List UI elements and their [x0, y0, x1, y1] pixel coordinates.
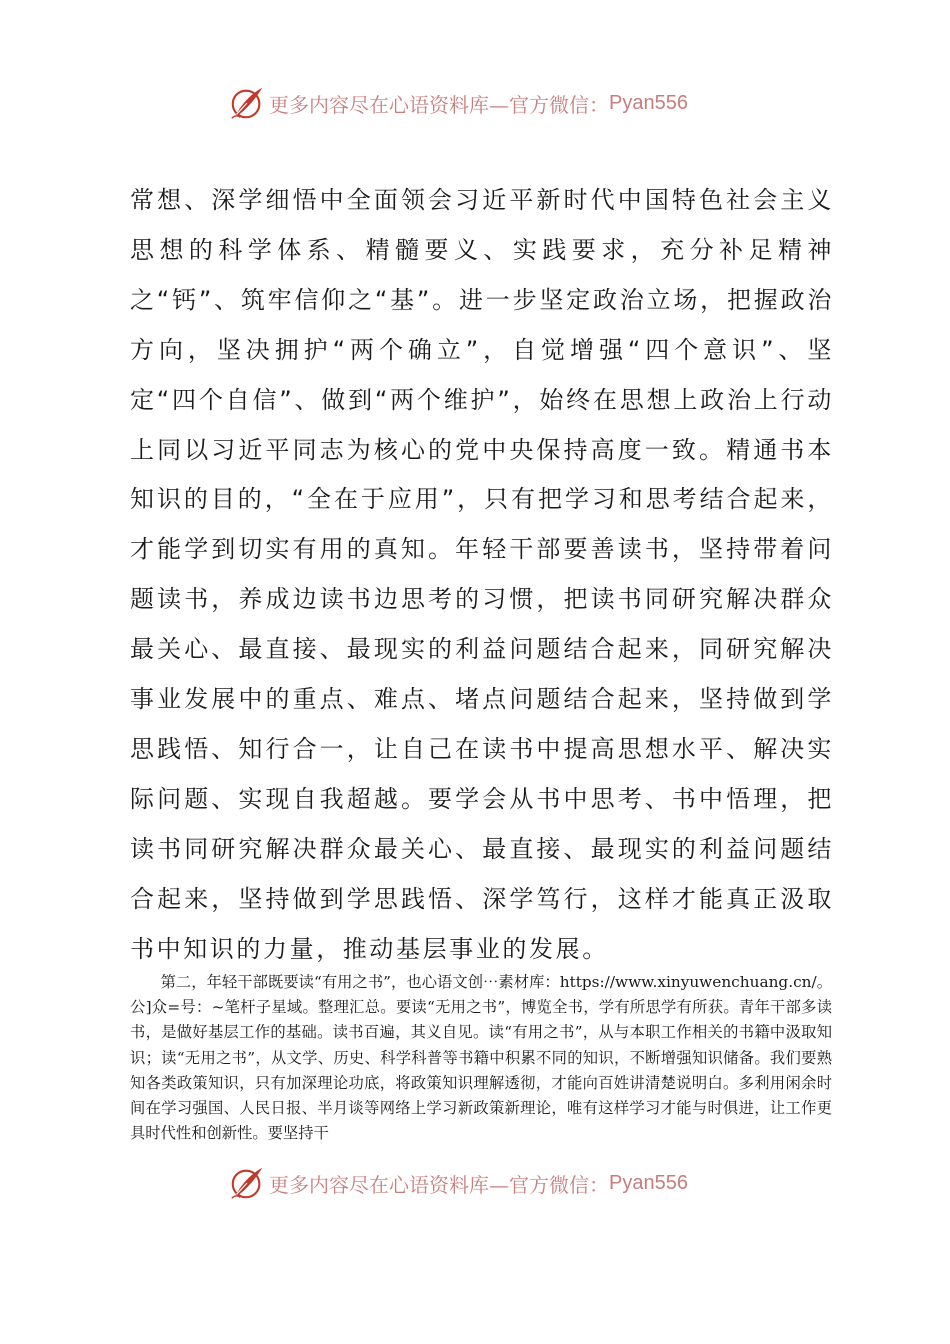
- watermark-wechat-id: Pyan556: [609, 91, 688, 114]
- quill-logo-icon: [228, 84, 266, 122]
- main-paragraph: 常想、深学细悟中全面领会习近平新时代中国特色社会主义思想的科学体系、精髓要义、实践要求，充分补足精神之“钙”、筑牢信仰之“基”。进一步坚定政治立场，把握政治方向，坚决拥护“两个确立”，自觉增强“四个意识”、坚定“四个自信”、做到“两个维护”，始终在思想上政治上行动上同以习近平同志为核心的党中央保持高度一致。精通书本知识的目的，“全在于应用”，只有把学习和思考结合起来，才能学到切实有用的真知。年轻干部要善读书，坚持带着问题读书，养成边读书边思考的习惯，把读书同研究解决群众最关心、最直接、最现实的利益问题结合起来，同研究解决事业发展中的重点、难点、堵点问题结合起来，坚持做到学思践悟、知行合一，让自己在读书中提高思想水平、解决实际问题、实现自我超越。要学会从书中思考、书中悟理，把读书同研究解决群众最关心、最直接、最现实的利益问题结合起来，坚持做到学思践悟、深学笃行，这样才能真正汲取书中知识的力量，推动基层事业的发展。: [130, 186, 834, 963]
- watermark-text: 更多内容尽在心语资料库—官方微信：: [269, 92, 609, 117]
- second-paragraph: 第二，年轻干部既要读“有用之书”，也心语文创⋯素材库：https://www.xinyuwenchuang.cn/。公]众=号：~笔杆子星域。整理汇总。要读“无用之书”，博览全书，学有所思学有所获。青年干部多读书，是做好基层工作的基础。读书百遍，其义自见。读“有用之书”，从与本职工作相关的书籍中汲取知识；读“无用之书”，从文学、历史、科学科普等书籍中积累不同的知识，不断增强知识储备。我们要熟知各类政策知识，只有加深理论功底，将政策知识理解透彻，才能向百姓讲清楚说明白。多利用闲余时间在学习强国、人民日报、半月谈等网络上学习新政策新理论，唯有这样学习才能与时俱进，让工作更具时代性和创新性。要坚持干: [130, 973, 832, 1143]
- watermark-text: 更多内容尽在心语资料库—官方微信：: [269, 1172, 609, 1197]
- quill-logo-icon: [228, 1164, 266, 1202]
- watermark-banner-bottom: [228, 1163, 728, 1203]
- watermark-wechat-id: Pyan556: [609, 1171, 688, 1194]
- watermark-banner-top: [228, 83, 728, 123]
